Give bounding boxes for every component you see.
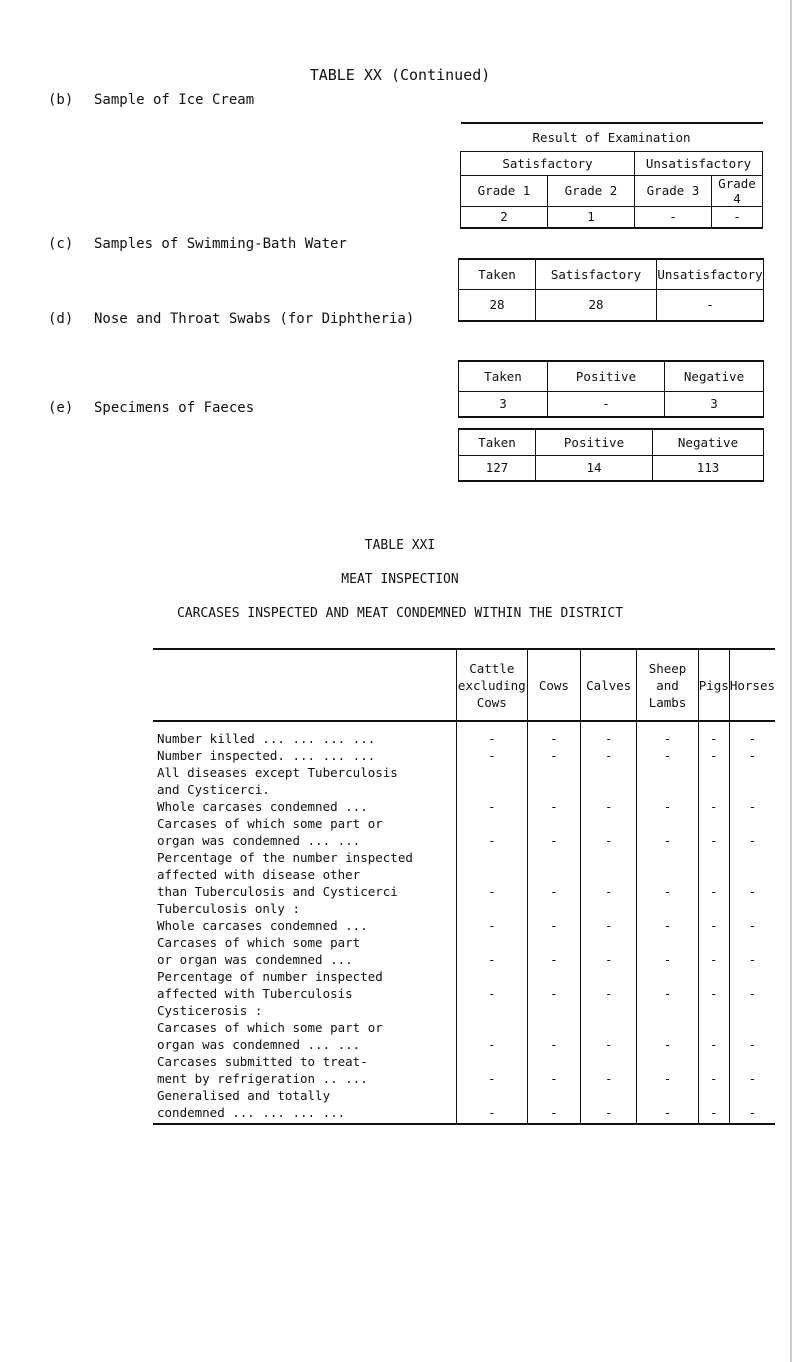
meat-row-value: - bbox=[637, 985, 698, 1002]
meat-row-value: - bbox=[456, 747, 527, 764]
meat-row-value bbox=[456, 968, 527, 985]
faeces-value: 14 bbox=[536, 455, 653, 481]
meat-row-value: - bbox=[527, 721, 580, 747]
meat-row-value: - bbox=[729, 917, 775, 934]
meat-table-row bbox=[153, 900, 775, 917]
ice-cream-table bbox=[460, 122, 763, 229]
meat-table-row bbox=[153, 934, 775, 951]
meat-row-value bbox=[527, 849, 580, 866]
meat-row-value: - bbox=[581, 1036, 637, 1053]
meat-row-value: - bbox=[698, 798, 729, 815]
meat-row-value: - bbox=[729, 883, 775, 900]
meat-row-label: Percentage of number inspected bbox=[153, 968, 456, 985]
meat-row-value: - bbox=[456, 1036, 527, 1053]
meat-row-value: - bbox=[581, 798, 637, 815]
meat-row-value: - bbox=[581, 747, 637, 764]
swimming-value: - bbox=[657, 289, 764, 321]
meat-row-value bbox=[581, 781, 637, 798]
faeces-value: 127 bbox=[459, 455, 536, 481]
meat-row-value: - bbox=[527, 917, 580, 934]
meat-header-horses: Horses bbox=[729, 649, 775, 721]
swimming-header: Unsatisfactory bbox=[657, 259, 764, 289]
ice-cream-value: - bbox=[712, 206, 763, 228]
meat-row-label: condemned ... ... ... ... bbox=[153, 1104, 456, 1124]
faeces-header: Negative bbox=[653, 429, 764, 455]
meat-row-value: - bbox=[637, 747, 698, 764]
meat-row-value bbox=[637, 1087, 698, 1104]
meat-row-value bbox=[527, 1053, 580, 1070]
meat-table-row bbox=[153, 968, 775, 985]
meat-table-row bbox=[153, 1019, 775, 1036]
meat-row-label: Whole carcases condemned ... bbox=[153, 798, 456, 815]
meat-row-value: - bbox=[729, 721, 775, 747]
meat-row-value: - bbox=[698, 747, 729, 764]
meat-row-value: - bbox=[698, 917, 729, 934]
meat-row-value: - bbox=[729, 1070, 775, 1087]
meat-row-value: - bbox=[527, 883, 580, 900]
ice-cream-value: - bbox=[635, 206, 712, 228]
meat-row-value bbox=[729, 900, 775, 917]
ice-cream-value: 1 bbox=[548, 206, 635, 228]
meat-row-value bbox=[456, 1087, 527, 1104]
meat-row-value: - bbox=[637, 832, 698, 849]
meat-row-label: and Cysticerci. bbox=[153, 781, 456, 798]
meat-row-value bbox=[581, 968, 637, 985]
meat-row-value bbox=[456, 1002, 527, 1019]
meat-row-label: Tuberculosis only : bbox=[153, 900, 456, 917]
meat-row-value bbox=[698, 1087, 729, 1104]
section-b-label bbox=[48, 92, 254, 108]
meat-header-cows: Cows bbox=[527, 649, 580, 721]
swabs-header: Positive bbox=[548, 361, 665, 391]
meat-table-row bbox=[153, 815, 775, 832]
meat-row-value bbox=[581, 1002, 637, 1019]
meat-row-value: - bbox=[456, 1070, 527, 1087]
meat-row-value bbox=[637, 900, 698, 917]
meat-table-row bbox=[153, 917, 775, 934]
meat-row-value: - bbox=[527, 832, 580, 849]
meat-row-value bbox=[698, 900, 729, 917]
meat-row-label: Generalised and totally bbox=[153, 1087, 456, 1104]
meat-row-label: Number inspected. ... ... ... bbox=[153, 747, 456, 764]
meat-row-value: - bbox=[456, 721, 527, 747]
meat-table-row bbox=[153, 985, 775, 1002]
meat-row-value: - bbox=[698, 883, 729, 900]
meat-row-value: - bbox=[637, 798, 698, 815]
meat-row-value: - bbox=[456, 883, 527, 900]
meat-row-value bbox=[527, 934, 580, 951]
section-b-title: Sample of Ice Cream bbox=[94, 92, 255, 108]
meat-row-value bbox=[581, 866, 637, 883]
ice-cream-header: Grade 4 bbox=[712, 175, 763, 206]
section-c-letter: (c) bbox=[48, 236, 74, 252]
section-e-label bbox=[48, 400, 254, 416]
meat-row-value bbox=[637, 934, 698, 951]
meat-row-value: - bbox=[637, 721, 698, 747]
meat-row-value: - bbox=[456, 951, 527, 968]
meat-row-value: - bbox=[729, 798, 775, 815]
meat-row-value bbox=[581, 1019, 637, 1036]
meat-table-body bbox=[153, 721, 775, 1124]
table-xxi-title: TABLE XXI bbox=[364, 538, 436, 553]
meat-row-label: affected with Tuberculosis bbox=[153, 985, 456, 1002]
meat-row-value bbox=[698, 764, 729, 781]
meat-row-label: Number killed ... ... ... ... bbox=[153, 721, 456, 747]
meat-row-value bbox=[729, 934, 775, 951]
meat-row-label: Carcases submitted to treat- bbox=[153, 1053, 456, 1070]
meat-header-pigs: Pigs bbox=[698, 649, 729, 721]
meat-row-value bbox=[581, 764, 637, 781]
meat-row-value bbox=[456, 1019, 527, 1036]
meat-table-row bbox=[153, 1104, 775, 1124]
meat-row-value bbox=[698, 1002, 729, 1019]
meat-table-row bbox=[153, 866, 775, 883]
meat-row-value bbox=[637, 764, 698, 781]
meat-row-value bbox=[729, 1019, 775, 1036]
meat-row-value bbox=[698, 934, 729, 951]
ice-cream-caption: Result of Examination bbox=[461, 123, 763, 151]
meat-row-value bbox=[729, 764, 775, 781]
meat-row-value bbox=[729, 1053, 775, 1070]
meat-row-value bbox=[527, 781, 580, 798]
meat-table-row bbox=[153, 1036, 775, 1053]
swimming-header: Satisfactory bbox=[536, 259, 657, 289]
meat-row-value: - bbox=[581, 883, 637, 900]
ice-cream-header: Grade 1 bbox=[461, 175, 548, 206]
meat-row-value: - bbox=[637, 951, 698, 968]
meat-table-row bbox=[153, 1070, 775, 1087]
meat-row-label: Cysticerosis : bbox=[153, 1002, 456, 1019]
ice-cream-group-satisfactory: Satisfactory bbox=[461, 151, 635, 175]
table-xxi-subtitle: MEAT INSPECTION bbox=[341, 572, 459, 587]
meat-row-value bbox=[456, 849, 527, 866]
meat-row-value: - bbox=[581, 832, 637, 849]
meat-table-row bbox=[153, 798, 775, 815]
meat-row-value bbox=[637, 1002, 698, 1019]
meat-row-value: - bbox=[637, 1104, 698, 1124]
meat-row-value: - bbox=[581, 1104, 637, 1124]
meat-row-value: - bbox=[729, 1104, 775, 1124]
meat-row-value bbox=[729, 1087, 775, 1104]
meat-row-value bbox=[527, 1002, 580, 1019]
swabs-header: Taken bbox=[459, 361, 548, 391]
meat-row-value bbox=[637, 781, 698, 798]
meat-row-value bbox=[527, 764, 580, 781]
section-e-letter: (e) bbox=[48, 400, 74, 416]
meat-row-value: - bbox=[581, 951, 637, 968]
section-e-title: Specimens of Faeces bbox=[94, 400, 255, 416]
meat-row-value: - bbox=[698, 1104, 729, 1124]
meat-row-value: - bbox=[698, 721, 729, 747]
meat-row-value bbox=[729, 866, 775, 883]
meat-table-row bbox=[153, 1087, 775, 1104]
meat-row-label: Carcases of which some part bbox=[153, 934, 456, 951]
section-d-letter: (d) bbox=[48, 311, 74, 327]
meat-header-cattle: Cattle excluding Cows bbox=[456, 649, 527, 721]
meat-row-value bbox=[527, 815, 580, 832]
ice-cream-header: Grade 3 bbox=[635, 175, 712, 206]
meat-row-value bbox=[581, 1053, 637, 1070]
meat-row-value: - bbox=[581, 917, 637, 934]
meat-row-value bbox=[698, 866, 729, 883]
meat-row-value: - bbox=[698, 1070, 729, 1087]
meat-row-value bbox=[456, 815, 527, 832]
meat-row-label: organ was condemned ... ... bbox=[153, 832, 456, 849]
meat-row-label: Percentage of the number inspected bbox=[153, 849, 456, 866]
meat-row-label: All diseases except Tuberculosis bbox=[153, 764, 456, 781]
meat-table-row bbox=[153, 764, 775, 781]
meat-row-value: - bbox=[637, 917, 698, 934]
meat-table-row bbox=[153, 1053, 775, 1070]
swabs-value: 3 bbox=[665, 391, 764, 417]
ice-cream-header: Grade 2 bbox=[548, 175, 635, 206]
meat-row-label: Carcases of which some part or bbox=[153, 815, 456, 832]
meat-row-label: affected with disease other bbox=[153, 866, 456, 883]
section-b-letter: (b) bbox=[48, 92, 74, 108]
meat-row-value bbox=[527, 1087, 580, 1104]
meat-row-value: - bbox=[527, 985, 580, 1002]
meat-row-value bbox=[637, 1053, 698, 1070]
meat-row-value bbox=[637, 866, 698, 883]
meat-row-value: - bbox=[527, 798, 580, 815]
meat-table-row bbox=[153, 849, 775, 866]
section-d-title: Nose and Throat Swabs (for Diphtheria) bbox=[94, 311, 415, 327]
meat-table-row bbox=[153, 1002, 775, 1019]
meat-row-value: - bbox=[456, 832, 527, 849]
meat-row-value bbox=[456, 764, 527, 781]
meat-row-value: - bbox=[527, 1104, 580, 1124]
meat-row-value bbox=[527, 866, 580, 883]
meat-row-value: - bbox=[637, 1036, 698, 1053]
meat-row-value: - bbox=[456, 985, 527, 1002]
meat-inspection-table bbox=[153, 648, 775, 1125]
meat-row-value: - bbox=[581, 1070, 637, 1087]
faeces-value: 113 bbox=[653, 455, 764, 481]
meat-row-value: - bbox=[729, 1036, 775, 1053]
meat-row-value bbox=[456, 866, 527, 883]
meat-row-value bbox=[698, 1053, 729, 1070]
page-title: TABLE XX (Continued) bbox=[309, 66, 491, 84]
swimming-value: 28 bbox=[536, 289, 657, 321]
meat-row-value bbox=[527, 900, 580, 917]
meat-row-value bbox=[729, 849, 775, 866]
meat-table-row bbox=[153, 721, 775, 747]
meat-row-label: Whole carcases condemned ... bbox=[153, 917, 456, 934]
meat-row-value: - bbox=[729, 832, 775, 849]
meat-row-value bbox=[637, 815, 698, 832]
meat-row-value bbox=[456, 1053, 527, 1070]
meat-row-value bbox=[729, 1002, 775, 1019]
meat-row-value bbox=[581, 849, 637, 866]
meat-row-value bbox=[698, 968, 729, 985]
section-d-label bbox=[48, 311, 414, 327]
meat-row-value bbox=[581, 1087, 637, 1104]
table-xxi-heading: CARCASES INSPECTED AND MEAT CONDEMNED WITHIN THE DISTRICT bbox=[176, 606, 624, 621]
meat-header-calves: Calves bbox=[581, 649, 637, 721]
meat-row-value bbox=[456, 781, 527, 798]
meat-row-value: - bbox=[729, 747, 775, 764]
meat-row-value: - bbox=[698, 985, 729, 1002]
faeces-header: Positive bbox=[536, 429, 653, 455]
meat-table-row bbox=[153, 747, 775, 764]
meat-row-value bbox=[637, 968, 698, 985]
meat-header-sheep: Sheep and Lambs bbox=[637, 649, 698, 721]
meat-row-label: than Tuberculosis and Cysticerci bbox=[153, 883, 456, 900]
faeces-header: Taken bbox=[459, 429, 536, 455]
ice-cream-group-unsatisfactory: Unsatisfactory bbox=[635, 151, 763, 175]
swimming-header: Taken bbox=[459, 259, 536, 289]
meat-table-row bbox=[153, 883, 775, 900]
meat-row-value: - bbox=[637, 883, 698, 900]
swabs-value: - bbox=[548, 391, 665, 417]
meat-row-value: - bbox=[729, 985, 775, 1002]
nose-throat-table bbox=[458, 360, 764, 418]
meat-row-value: - bbox=[698, 832, 729, 849]
meat-row-value bbox=[729, 968, 775, 985]
meat-row-value bbox=[637, 849, 698, 866]
meat-header-blank bbox=[153, 649, 456, 721]
meat-row-value bbox=[698, 849, 729, 866]
meat-row-value bbox=[581, 815, 637, 832]
meat-row-value bbox=[729, 781, 775, 798]
meat-row-label: or organ was condemned ... bbox=[153, 951, 456, 968]
ice-cream-value: 2 bbox=[461, 206, 548, 228]
meat-row-value: - bbox=[527, 747, 580, 764]
swimming-value: 28 bbox=[459, 289, 536, 321]
swabs-header: Negative bbox=[665, 361, 764, 391]
meat-row-value: - bbox=[527, 951, 580, 968]
meat-row-value bbox=[698, 781, 729, 798]
meat-table-row bbox=[153, 951, 775, 968]
meat-row-value: - bbox=[456, 798, 527, 815]
meat-row-value: - bbox=[581, 721, 637, 747]
meat-row-value: - bbox=[527, 1070, 580, 1087]
section-c-title: Samples of Swimming-Bath Water bbox=[94, 236, 347, 252]
meat-row-value: - bbox=[698, 951, 729, 968]
meat-row-value bbox=[456, 900, 527, 917]
meat-row-value: - bbox=[527, 1036, 580, 1053]
meat-row-value: - bbox=[637, 1070, 698, 1087]
faeces-table bbox=[458, 428, 764, 482]
swabs-value: 3 bbox=[459, 391, 548, 417]
meat-row-value bbox=[581, 934, 637, 951]
meat-row-value bbox=[456, 934, 527, 951]
meat-row-value bbox=[527, 1019, 580, 1036]
meat-row-value: - bbox=[698, 1036, 729, 1053]
meat-row-label: Carcases of which some part or bbox=[153, 1019, 456, 1036]
swimming-bath-table bbox=[458, 258, 764, 322]
meat-table-row bbox=[153, 781, 775, 798]
meat-row-value bbox=[527, 968, 580, 985]
meat-row-value: - bbox=[456, 917, 527, 934]
meat-row-value bbox=[637, 1019, 698, 1036]
page-edge-shadow bbox=[790, 0, 792, 1362]
section-c-label bbox=[48, 236, 347, 252]
meat-row-value bbox=[698, 1019, 729, 1036]
meat-row-value bbox=[698, 815, 729, 832]
meat-row-value bbox=[581, 900, 637, 917]
meat-table-row bbox=[153, 832, 775, 849]
meat-row-label: ment by refrigeration .. ... bbox=[153, 1070, 456, 1087]
meat-row-value bbox=[729, 815, 775, 832]
meat-row-value: - bbox=[581, 985, 637, 1002]
meat-row-label: organ was condemned ... ... bbox=[153, 1036, 456, 1053]
meat-row-value: - bbox=[729, 951, 775, 968]
meat-row-value: - bbox=[456, 1104, 527, 1124]
